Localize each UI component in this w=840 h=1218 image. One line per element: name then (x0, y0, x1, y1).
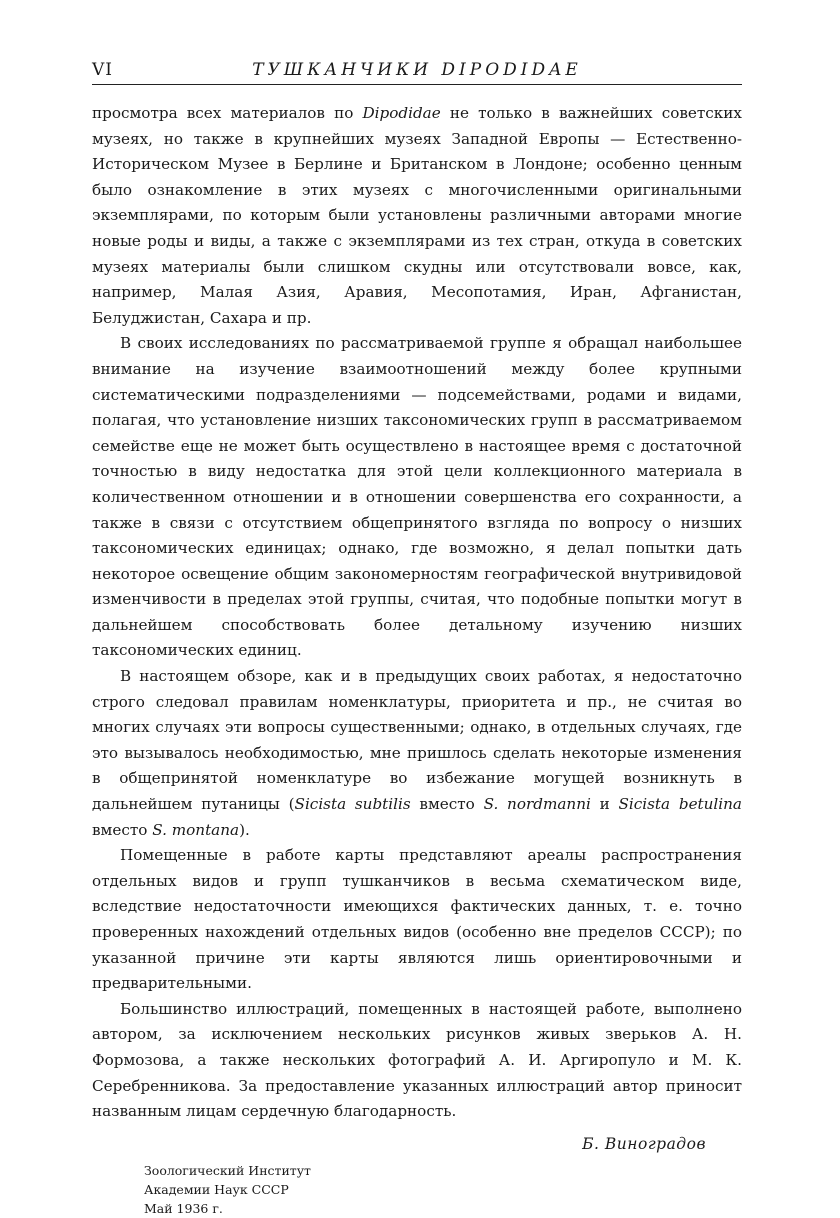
paragraph-4: Помещенные в работе карты представляют ареалы распространения отдельных видов и групп тушканчиков в весьма схематическом виде, вследствие недостаточности имеющихся фактических данных, т. е. точно проверенных нахождений отдельных видов (особенно вне пределов СССР); по указанной причине эти карты являются лишь ориентировочными и предварительными. (92, 846, 742, 993)
paragraph-2: В своих исследованиях по рассматриваемой группе я обращал наибольшее внимание на изучение взаимоотношений между более крупными систематическими подразделениями — подсемействами, родами и видами, полагая, что установление низших таксономических групп в рассматриваемом семействе еще не может быть осуществлено в настоящее время с достаточной точностью в виду недостатка для этой цели коллекционного материала в количественном отношении и в отношении совершенства его сохранности, а также в связи с отсутствием общепринятого взгляда по вопросу о низших таксономических единицах; однако, где возможно, я делал попытки дать некоторое освещение общим закономерностям географической внутривидовой изменчивости в пределах этой группы, считая, что подобные попытки могут в дальнейшем способствовать более детальному изучению низших таксономических единиц. (92, 334, 742, 660)
paragraph-3 (92, 664, 742, 843)
taxon-name-dipodidae: Dipodidae (362, 104, 441, 122)
paragraph-5: Большинство иллюстраций, помещенных в настоящей работе, выполнено автором, за исключением нескольких рисунков живых зверьков А. Н. Формозова, а также нескольких фотографий А. И. Аргиропуло и М. К. Серебренникова. За предоставление указанных иллюстраций автор приносит названным лицам сердечную благодарность. (92, 999, 742, 1121)
page-number: VI (92, 60, 113, 80)
paragraph-1 (92, 101, 742, 331)
paragraph-1-part-c: не только в важнейших советских музеях, но также в крупнейших музеях Западной Европы — Естественно-Историческом Музее в Берлине и Британском в Лондоне; особенно ценным было ознакомление в этих музеях с многочисленными оригинальными экземплярами, по которым были установлены различными авторами многие новые роды и виды, а также с экземплярами из тех стран, откуда в советских музеях материалы были слишком скудны или отсутствовали вовсе, как, например, Малая Азия, Аравия, Месопотамия, Иран, Афганистан, Белуджистан, Сахара и пр. (92, 104, 742, 327)
address-line-academy: Академии Наук СССР (144, 1181, 289, 1197)
paragraph-3-part-g: вместо (92, 820, 153, 839)
paragraph-1-part-a: просмотра всех материалов по (92, 104, 363, 122)
taxon-s-montana: S. montana (152, 820, 240, 839)
institution-address (144, 1161, 742, 1218)
address-line-institute: Зоологический Институт (144, 1162, 311, 1178)
paragraph-3-part-i: ). (239, 820, 250, 839)
taxon-sicista-betulina: Sicista betulina (618, 795, 742, 814)
paragraph-3-part-e: и (590, 795, 619, 814)
address-line-date: Май 1936 г. (144, 1200, 223, 1216)
paragraph-3-part-a: В настоящем обзоре, как и в предыдущих своих работах, я недостаточно строго следовал правилам номенклатуры, приоритета и пр., не считая во многих случаях эти вопросы существенными; однако, в отдельных случаях, где это вызывалось необходимостью, мне пришлось сделать некоторые изменения в общепринятой номенклатуре во избежание могущей возникнуть в дальнейшем путаницы ( (92, 667, 742, 814)
document-page (92, 58, 742, 1218)
taxon-sicista-subtilis: Sicista subtilis (294, 795, 411, 814)
paragraph-3-part-c: вместо (410, 795, 484, 814)
taxon-s-nordmanni: S. nordmanni (483, 795, 591, 814)
running-title: ТУШКАНЧИКИ DIPODIDAE (252, 60, 582, 80)
body-text (92, 101, 742, 1125)
page-header (92, 58, 742, 85)
author-signature: Б. Виноградов (582, 1134, 706, 1153)
